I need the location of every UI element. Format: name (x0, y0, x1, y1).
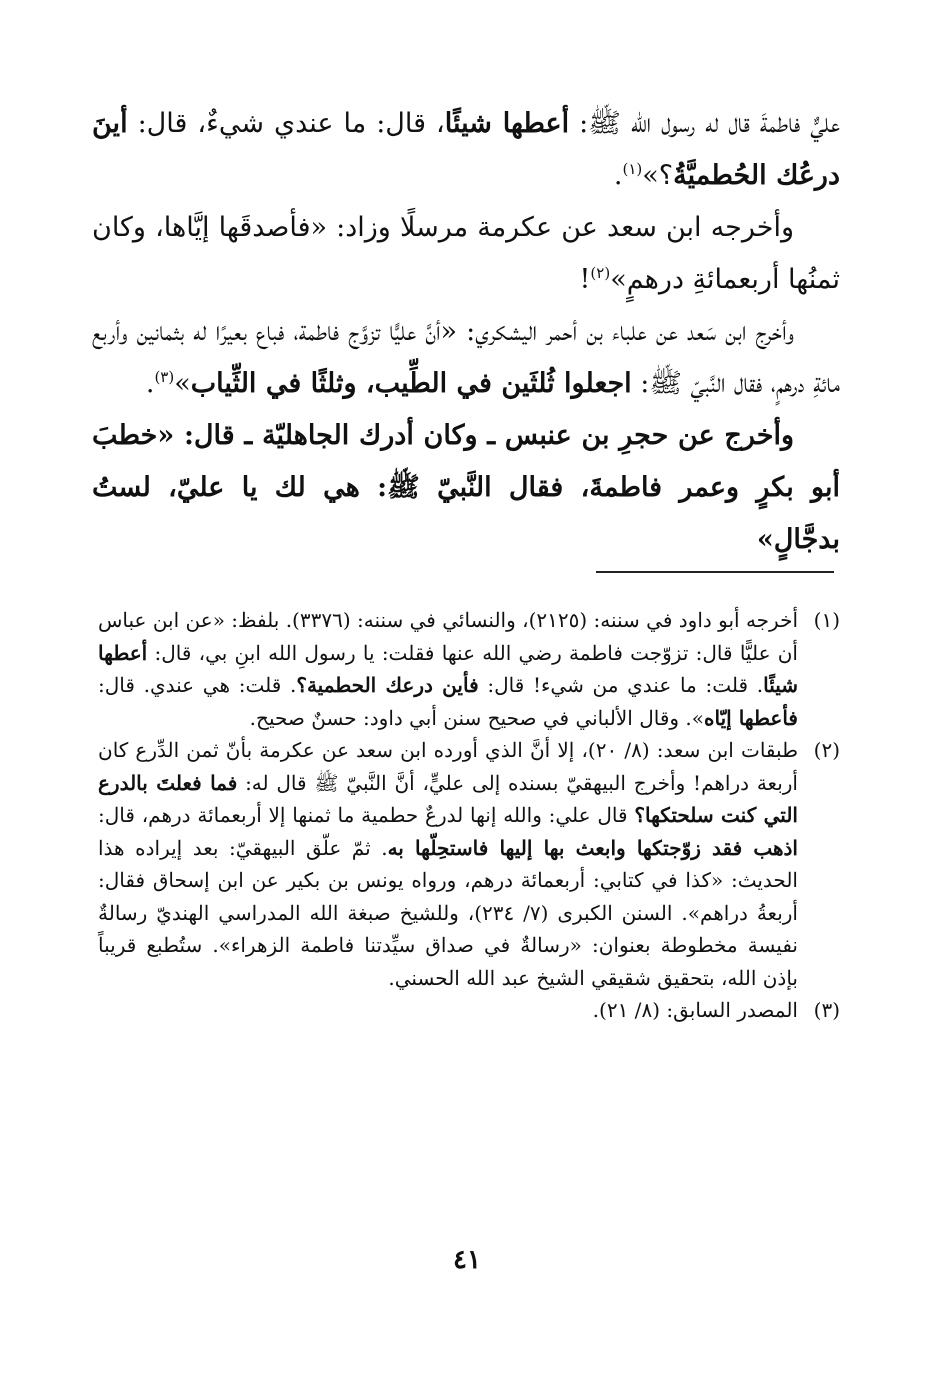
paragraph-3 (92, 306, 840, 410)
text-run: . (613, 160, 623, 191)
text-run: . (145, 368, 155, 399)
hadith-quote: هي لك يا عليّ، لستُ بدجَّالٍ (92, 472, 840, 555)
text-run: ! (579, 264, 591, 295)
footnote-number: (٣) (813, 998, 840, 1022)
text-run: . قلت: ما عندي من شيء! قال: (478, 673, 764, 697)
footnote-ref[interactable]: (٢) (590, 264, 611, 282)
footnote-divider (596, 571, 834, 573)
text-run: المصدر السابق: (٨/ ٢١). (592, 998, 798, 1022)
footnote-1 (98, 604, 840, 734)
text-run: عليٌّ فاطمةَ قال له رسول الله ﷺ: (569, 108, 841, 139)
hadith-quote: فأعطها إيّاه (704, 705, 798, 730)
text-run: وأخرج ابن سَعد عن علباء بن أحمر اليشكري: «أنَّ عليًّا تزوَّج فاطمة، فباع بعيرًا له بثمانين وأربع مائةِ درهمٍ، فقال النَّبيّ ﷺ: (92, 316, 840, 399)
text-run: طبقات ابن سعد: (٨/ ٢٠)، إلا أنَّ الذي أورده ابن سعد عن عكرمة بأنّ ثمن الدِّرع كان أربعة دراهم! وأخرج البيهقيّ بسنده إلى عليٍّ، أنَّ النَّبيّ ﷺ قال له: (98, 738, 798, 795)
text-run: » (756, 524, 774, 555)
hadith-quote: أينَ درعُك الحُطميَّةُ (92, 108, 840, 191)
hadith-quote: فما فعلتَ بالدرع التي كنت سلحتكها؟ (98, 770, 798, 827)
text-run: ؟» (642, 160, 674, 191)
paragraph-4 (92, 410, 840, 566)
footnote-number: (٢) (813, 738, 840, 762)
footnote-ref[interactable]: (٣) (154, 368, 175, 386)
footnotes (98, 604, 840, 1027)
hadith-quote: اجعلوا ثُلثَين في الطِّيب، وثلثًا في الثِّياب (190, 368, 632, 399)
footnote-3 (98, 994, 840, 1027)
text-run: وأخرجه ابن سعد عن عكرمة مرسلًا وزاد: «فأصدقَها إيَّاها، وكان ثمنُها أربعمائةِ درهمٍ» (92, 212, 840, 295)
text-run: . ثمّ علّق البيهقيّ: بعد إيراده هذا الحديث: «كذا في كتابي: أربعمائة درهم، ورواه يونس بن بكير عن ابن إسحاق فقال: أربعةُ دراهم». السنن الكبرى (٧/ ٢٣٤)، وللشيخ صبغة الله المدراسي الهنديّ رسالةٌ نفيسة مخطوطة بعنوان: «رسالةٌ في صداق سيِّدتنا فاطمة الزهراء». ستُطبع قريباً بإذن الله، بتحقيق شقيقي الشيخ عبد الله الحسني. (98, 835, 798, 990)
hadith-quote: اذهب فقد زوّجتكها وابعث بها إليها فاستحِلّها به (387, 835, 798, 860)
hadith-quote: أعطها شيئًا (98, 640, 799, 697)
footnote-ref[interactable]: (١) (622, 160, 643, 178)
hadith-quote: أعطها شيئًا (444, 108, 570, 139)
footnote-2 (98, 734, 840, 994)
text-run: ، قال: ما عندي شيءٌ، قال: (127, 108, 445, 139)
text-run: أخرجه أبو داود في سننه: (٢١٢٥)، والنسائي في سننه: (٣٣٧٦). بلفظ: «عن ابن عباس أن عليًّا قال: تزوّجت فاطمة رضي الله عنها فقلت: يا رسول الله ابنِ بي، قال: (98, 608, 798, 665)
hadith-quote: فأين درعك الحطمية؟ (296, 673, 479, 697)
text-run: قال علي: والله إنها لدرعٌ حطمية ما ثمنها إلا أربعمائة درهم، قال: (98, 803, 635, 827)
text-run: . قلت: هي عندي. قال: (98, 673, 297, 697)
text-run: » (174, 368, 191, 399)
paragraph-2 (92, 202, 840, 306)
footnote-number: (١) (813, 608, 840, 632)
main-text (92, 98, 840, 566)
text-run: ». وقال الألباني في صحيح سنن أبي داود: حسنٌ صحيح. (249, 705, 705, 730)
text-run: وأخرج عن حجرِ بن عنبس ـ وكان أدرك الجاهليّة ـ قال: «خطبَ أبو بكرٍ وعمر فاطمةَ، فقال النَّبيّ ﷺ: (92, 420, 840, 503)
page-number: ٤١ (453, 1245, 481, 1275)
paragraph-1 (92, 98, 840, 202)
